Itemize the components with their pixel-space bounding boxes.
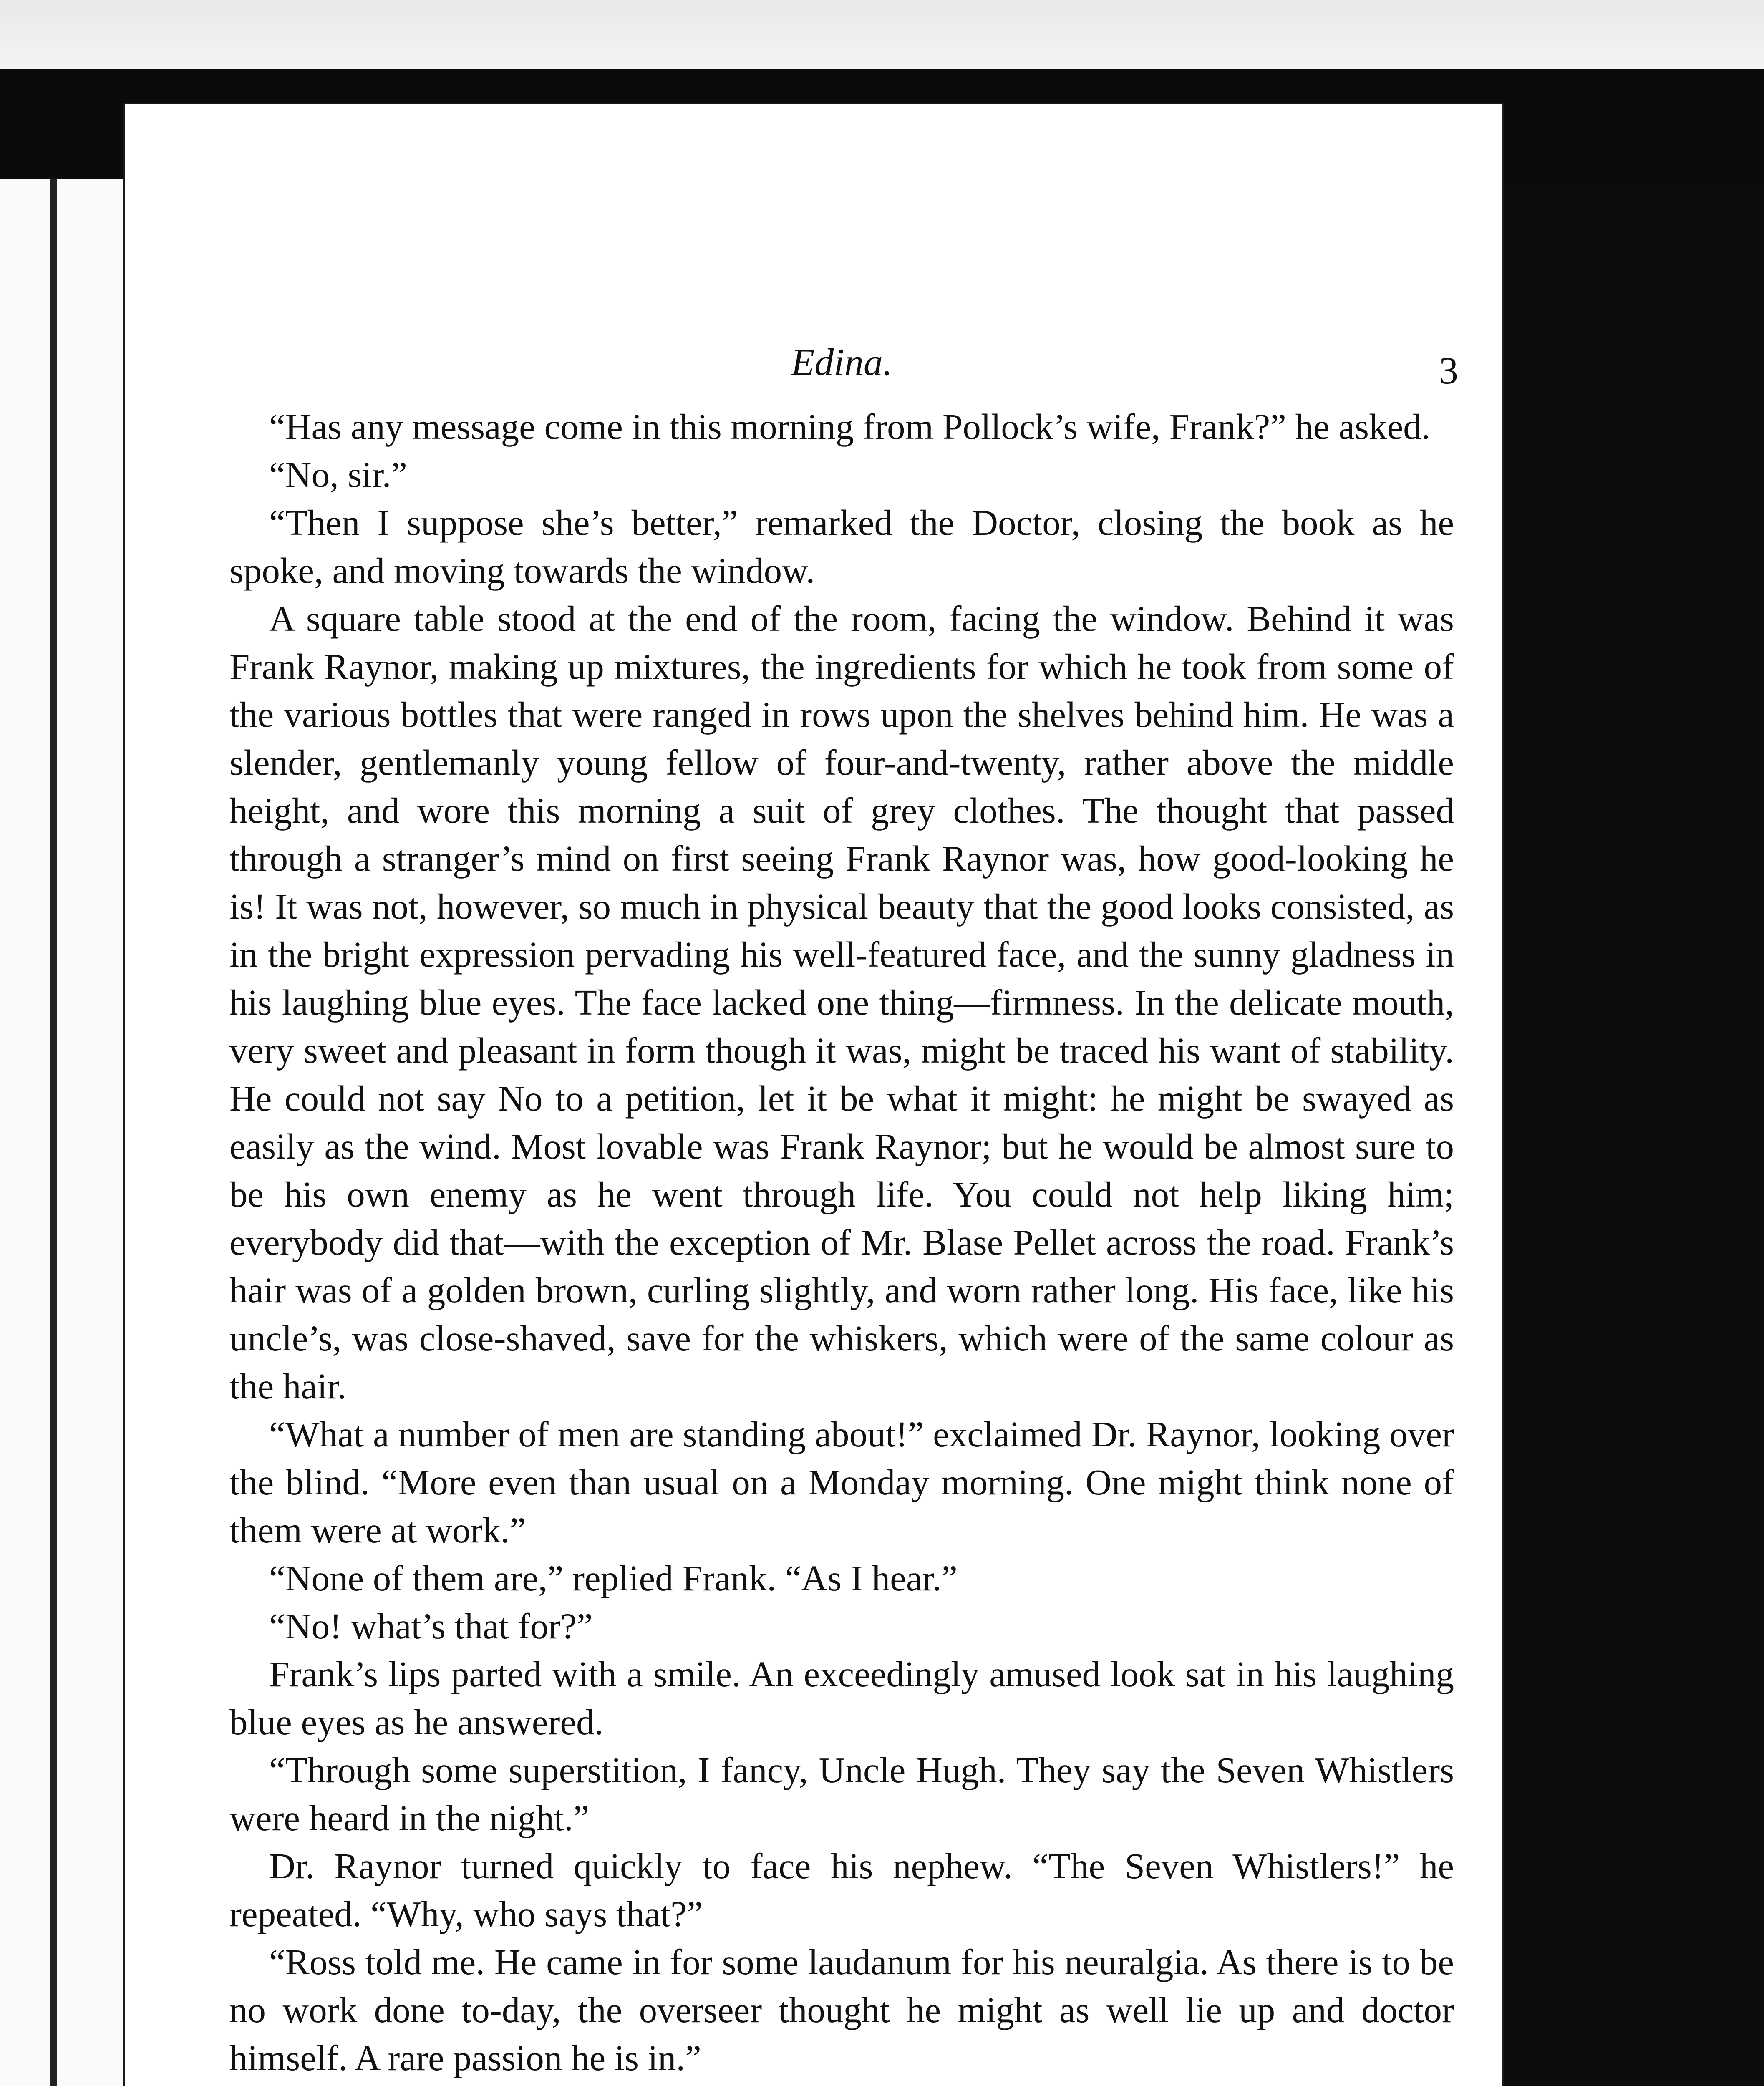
- body-text: [229, 403, 1454, 2086]
- paragraph: “None of them are,” replied Frank. “As I hear.”: [269, 1558, 958, 1598]
- left-page-sliver: [0, 179, 125, 2086]
- paragraph: “What a number of men are standing about!” exclaimed Dr. Raynor, looking over the blind. “More even than usual on a Monday morning. One might think none of them were at work.”: [229, 1414, 1454, 1550]
- paragraph: “Has any message come in this morning from Pollock’s wife, Frank?” he asked.: [269, 406, 1431, 447]
- paragraph: “No! what’s that for?”: [269, 1606, 593, 1646]
- page-gutter-line: [50, 179, 57, 2086]
- page-content: [229, 340, 1458, 2086]
- previous-page-edge: [0, 0, 1764, 69]
- paragraph: Frank’s lips parted with a smile. An exceedingly amused look sat in his laughing blue eyes as he answered.: [229, 1654, 1454, 1742]
- book-page: [125, 104, 1502, 2086]
- paragraph: “Then I suppose she’s better,” remarked the Doctor, closing the book as he spoke, and moving towards the window.: [229, 502, 1454, 591]
- paragraph: “No, sir.”: [269, 454, 408, 495]
- paragraph: Dr. Raynor turned quickly to face his nephew. “The Seven Whistlers!” he repeated. “Why, who says that?”: [229, 1846, 1454, 1934]
- paragraph: “Through some superstition, I fancy, Uncle Hugh. They say the Seven Whistlers were heard in the night.”: [229, 1750, 1454, 1838]
- page-header: [229, 340, 1458, 403]
- running-title: Edina.: [791, 341, 892, 383]
- paragraph: [229, 2082, 1454, 2086]
- paragraph: “Ross told me. He came in for some laudanum for his neuralgia. As there is to be no work done to-day, the overseer thought he might as well lie up and doctor himself. A rare passion he is in.”: [229, 1942, 1454, 2078]
- page-number: 3: [1439, 349, 1458, 392]
- paragraph: A square table stood at the end of the room, facing the window. Behind it was Frank Raynor, making up mixtures, the ingredients for which he took from some of the various bottles that were ranged in rows upon the shelves behind him. He was a slender, gentlemanly young fellow of four-and-twenty, rather above the middle height, and wore this morning a suit of grey clothes. The thought that passed through a stranger’s mind on first seeing Frank Raynor was, how good-looking he is! It was not, however, so much in physical beauty that the good looks consisted, as in the bright expression pervading his well-featured face, and the sunny gladness in his laughing blue eyes. The face lacked one thing—firmness. In the delicate mouth, very sweet and pleasant in form though it was, might be traced his want of stability. He could not say No to a petition, let it be what it might: he might be swayed as easily as the wind. Most lovable was Frank Raynor; but he would be almost sure to be his own enemy as he went through life. You could not help liking him; everybody did that—with the exception of Mr. Blase Pellet across the road. Frank’s hair was of a golden brown, curling slightly, and worn rather long. His face, like his uncle’s, was close-shaved, save for the whiskers, which were of the same colour as the hair.: [229, 598, 1454, 1406]
